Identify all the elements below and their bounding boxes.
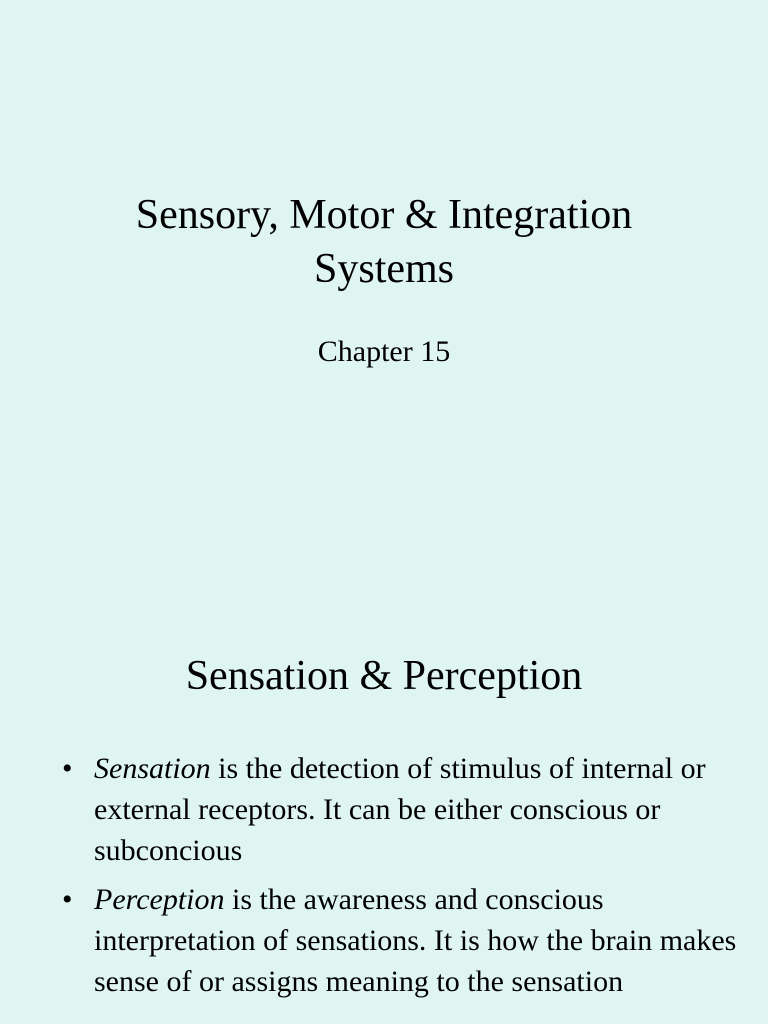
bullet-list	[62, 748, 752, 1010]
bullet-icon: •	[62, 883, 73, 916]
bullet-item-perception	[62, 879, 752, 1002]
term-perception: Perception	[94, 883, 225, 916]
bullet-icon: •	[62, 752, 73, 785]
slide-heading: Sensation & Perception	[185, 653, 583, 699]
slide-title	[0, 188, 768, 296]
slide-title-line-2: Systems	[313, 246, 455, 292]
term-sensation: Sensation	[94, 752, 211, 785]
definition-sensation: is the detection of stimulus of internal or external receptors. It can be either conscious or subconcious	[94, 752, 706, 867]
content-slide	[0, 576, 768, 1024]
slide-title-line-1: Sensory, Motor & Integration	[135, 192, 633, 238]
bullet-item-sensation	[62, 748, 752, 871]
slide-subtitle: Chapter 15	[317, 335, 451, 368]
definition-perception: is the awareness and conscious interpretation of sensations. It is how the brain makes sense of or assigns meaning to the sensation	[94, 883, 737, 998]
